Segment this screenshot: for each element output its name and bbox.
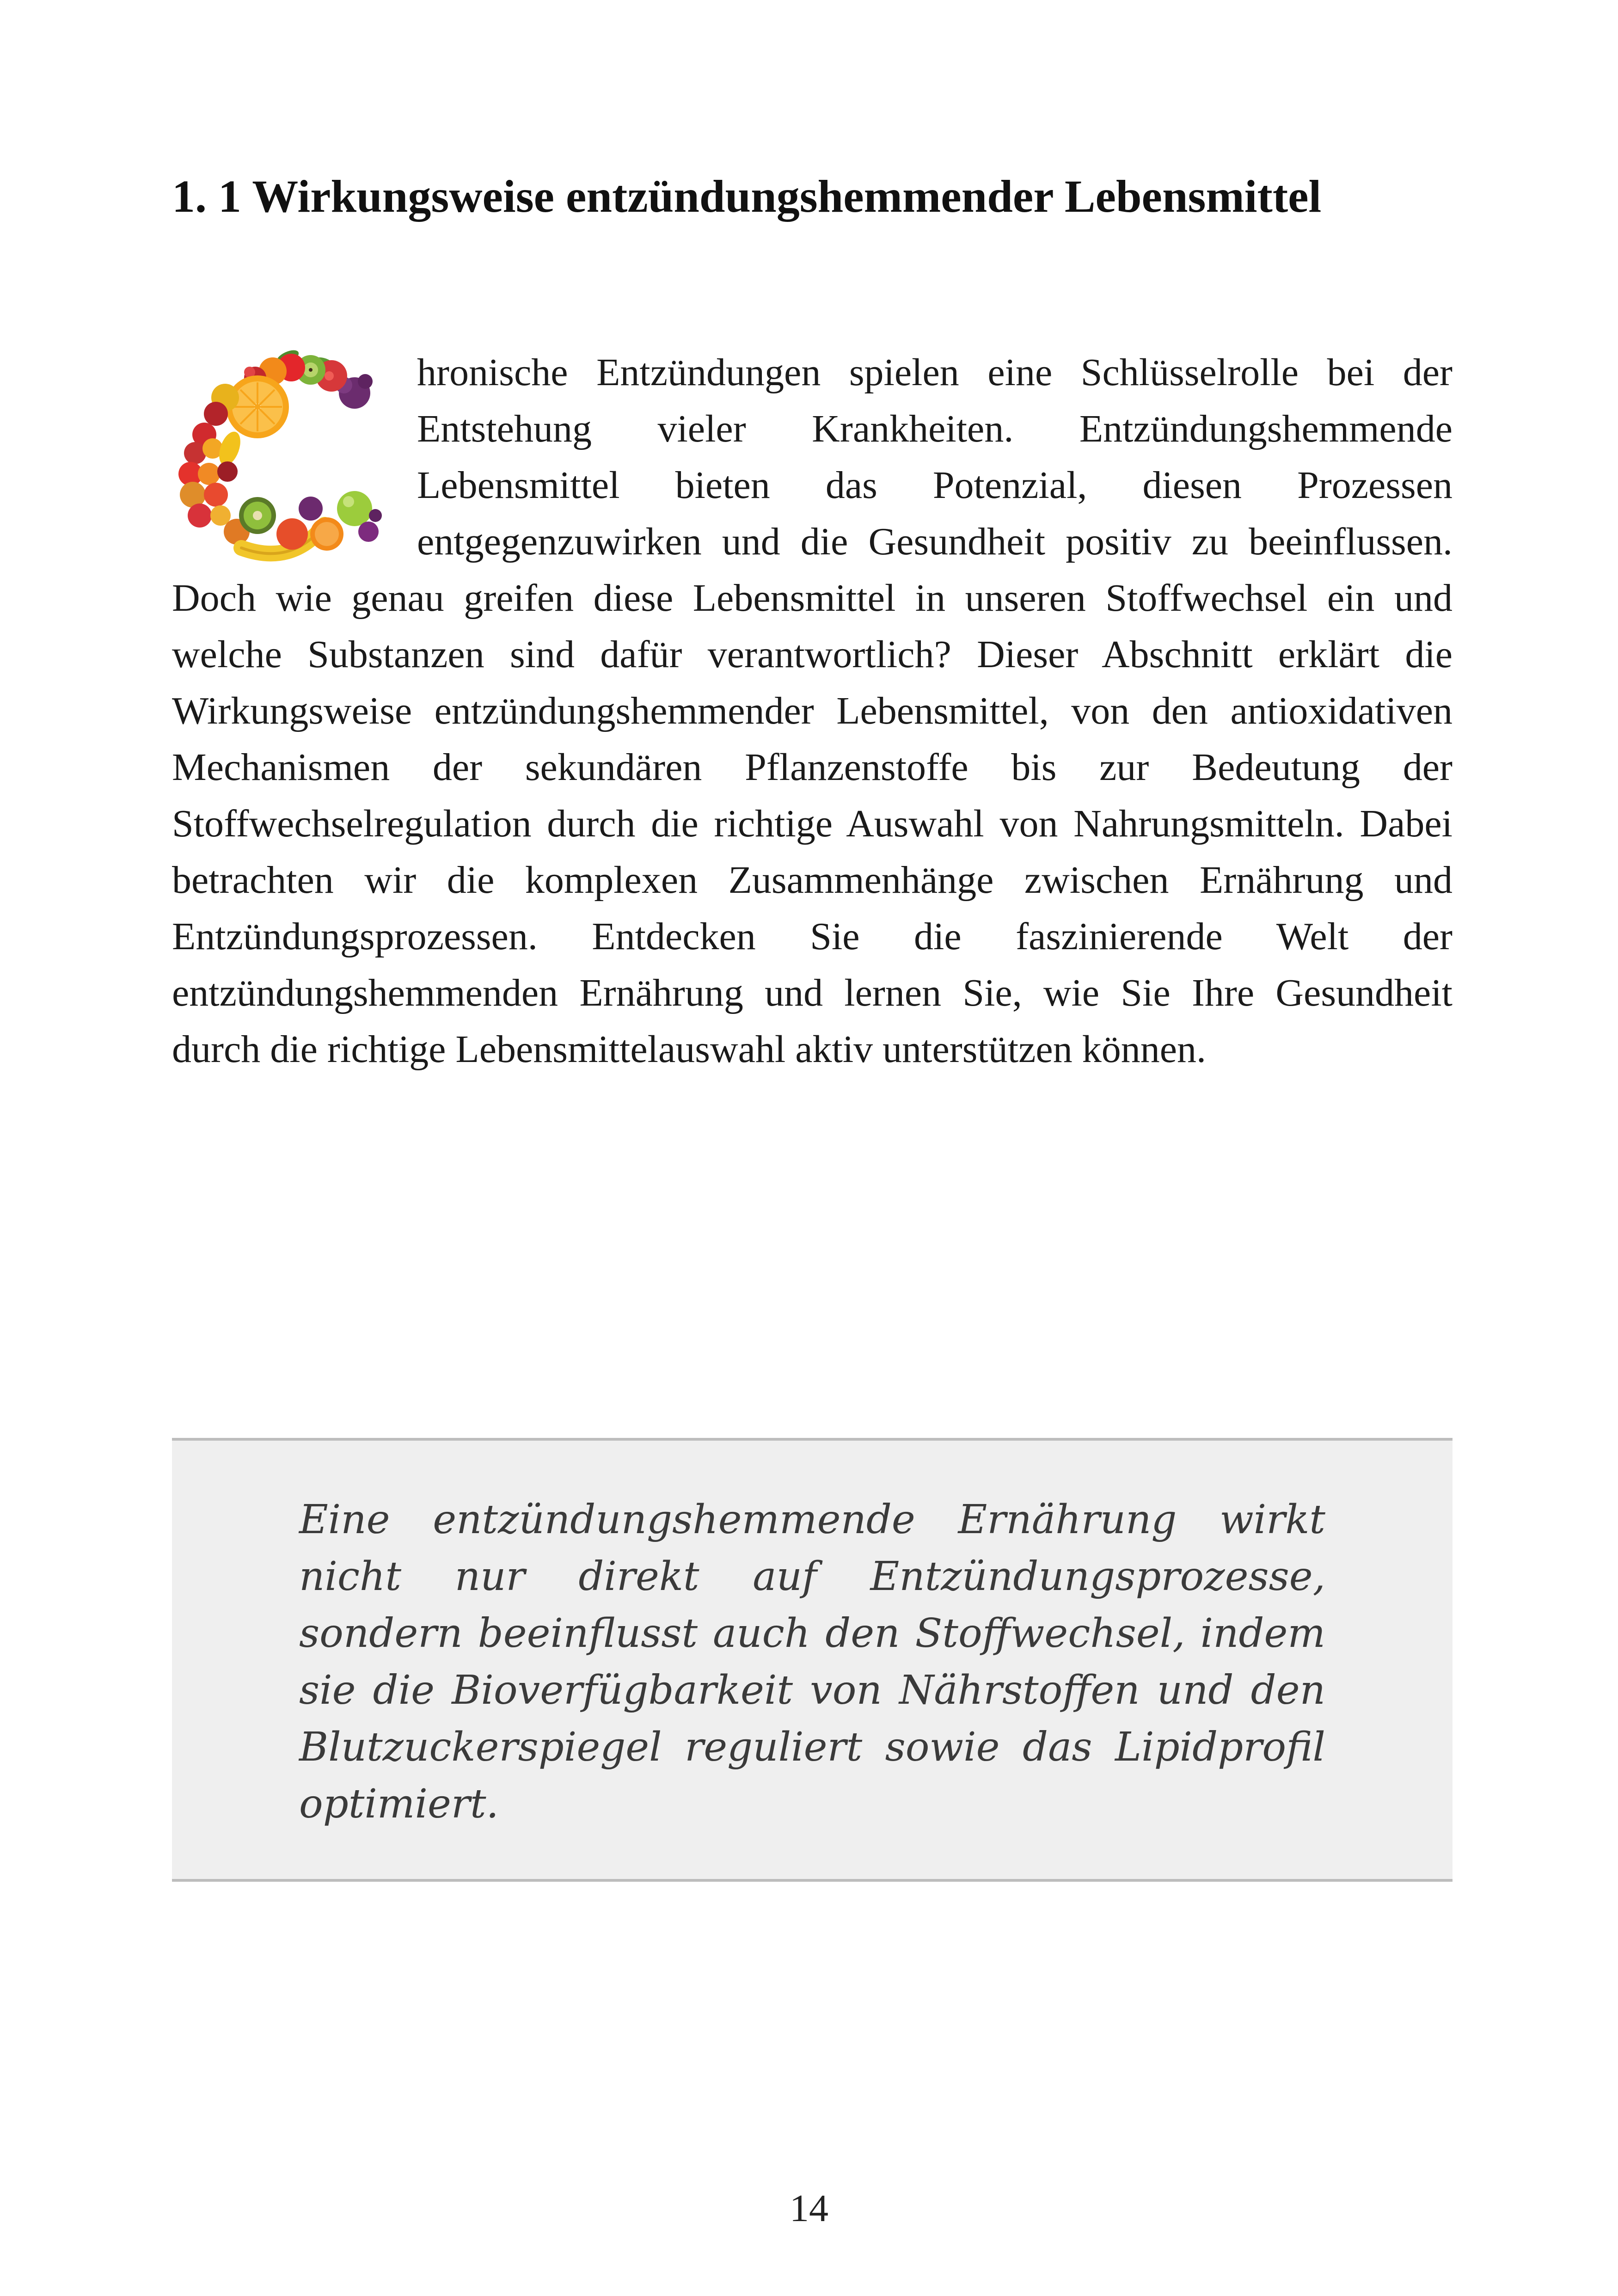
callout-box bbox=[172, 1438, 1453, 1882]
intro-paragraph-text: hronische Entzündungen spielen eine Schlüsselrolle bei der Entstehung vieler Krankheiten. Entzündungshemmende Lebensmittel bieten das Potenzial, diesen Prozessen entgegenzuwirken und die Gesundheit positiv zu beeinflussen. Doch wie genau greifen diese Lebensmittel in unseren Stoffwechsel ein und welche Substanzen sind dafür verantwortlich? Dieser Abschnitt erklärt die Wirkungsweise entzündungshemmender Lebensmittel, von den antioxidativen Mechanismen der sekundären Pflanzenstoffe bis zur Bedeutung der Stoffwechselregulation durch die richtige Auswahl von Nahrungsmitteln. Dabei betrachten wir die komplexen Zusammenhänge zwischen Ernährung und Entzündungsprozessen. Entdecken Sie die faszinierende Welt der entzündungshemmenden Ernährung und lernen Sie, wie Sie Ihre Gesundheit durch die richtige Lebensmittelauswahl aktiv unterstützen können. bbox=[172, 351, 1453, 1071]
fruit-letter-c-dropcap bbox=[172, 349, 394, 566]
intro-paragraph bbox=[172, 344, 1453, 1078]
fruit-letter-c-illustration bbox=[172, 349, 394, 566]
callout-text: Eine entzündungshemmende Ernährung wirkt nicht nur direkt auf Entzündungsprozesse, sondern beeinflusst auch den Stoffwechsel, indem sie die Bioverfügbarkeit von Nährstoffen und den Blutzuckerspiegel reguliert sowie das Lipidprofil optimiert. bbox=[299, 1497, 1325, 1827]
section-title: 1. 1 Wirkungsweise entzündungshemmender Lebensmittel bbox=[172, 171, 1322, 222]
page-number: 14 bbox=[790, 2187, 828, 2230]
